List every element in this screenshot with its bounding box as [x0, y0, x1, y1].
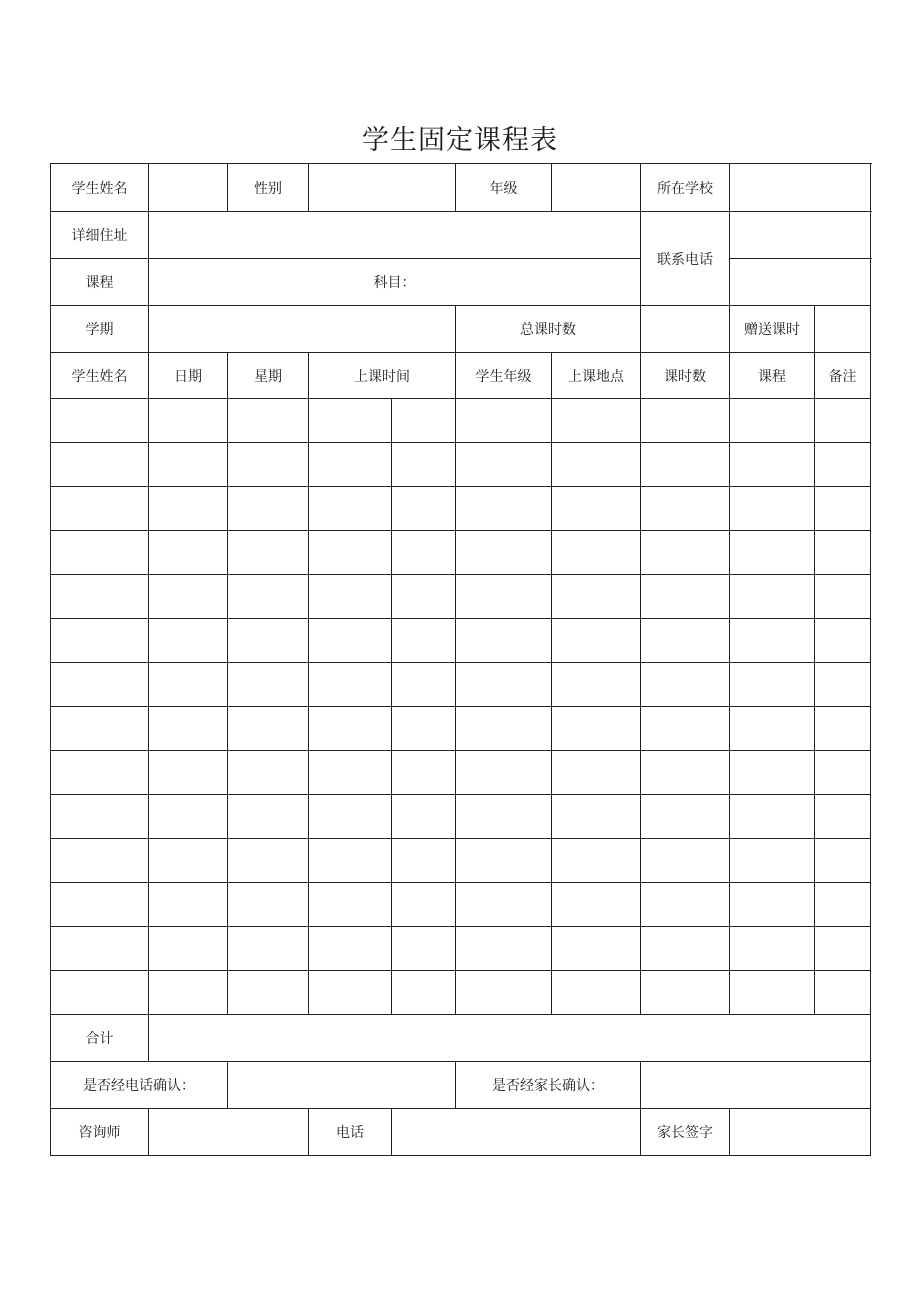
header-class-time: 上课时间 [309, 353, 456, 399]
phone-confirm-field[interactable] [228, 1062, 456, 1109]
schedule-cell[interactable] [51, 971, 149, 1015]
schedule-cell[interactable] [730, 751, 815, 795]
course-schedule-table [50, 163, 871, 1156]
schedule-cell[interactable] [815, 663, 871, 707]
header-hours: 课时数 [641, 353, 730, 399]
schedule-cell[interactable] [309, 663, 392, 707]
schedule-cell[interactable] [309, 795, 392, 839]
schedule-cell[interactable] [815, 399, 871, 443]
schedule-cell[interactable] [641, 751, 730, 795]
address-label: 详细住址 [51, 212, 149, 259]
schedule-cell[interactable] [149, 751, 228, 795]
schedule-cell[interactable] [51, 443, 149, 487]
schedule-cell[interactable] [309, 707, 392, 751]
schedule-cell[interactable] [552, 443, 641, 487]
schedule-row [51, 795, 871, 839]
schedule-cell[interactable] [552, 531, 641, 575]
schedule-header-row [51, 353, 871, 399]
schedule-row [51, 927, 871, 971]
schedule-cell[interactable] [149, 707, 228, 751]
subject-label: 科目： [373, 275, 416, 291]
schedule-cell[interactable] [392, 619, 456, 663]
schedule-cell[interactable] [309, 839, 392, 883]
schedule-row [51, 619, 871, 663]
student-name-label: 学生姓名 [51, 164, 149, 212]
consultant-row [51, 1109, 871, 1156]
schedule-cell[interactable] [730, 443, 815, 487]
schedule-cell[interactable] [149, 575, 228, 619]
schedule-cell[interactable] [149, 531, 228, 575]
schedule-cell[interactable] [228, 883, 309, 927]
schedule-cell[interactable] [456, 795, 552, 839]
schedule-cell[interactable] [456, 399, 552, 443]
schedule-cell[interactable] [641, 575, 730, 619]
schedule-cell[interactable] [641, 971, 730, 1015]
schedule-cell[interactable] [552, 795, 641, 839]
schedule-cell[interactable] [51, 839, 149, 883]
schedule-cell[interactable] [456, 443, 552, 487]
schedule-row [51, 443, 871, 487]
schedule-cell[interactable] [815, 751, 871, 795]
schedule-cell[interactable] [228, 575, 309, 619]
schedule-cell[interactable] [228, 531, 309, 575]
schedule-cell[interactable] [228, 839, 309, 883]
schedule-cell[interactable] [456, 971, 552, 1015]
schedule-cell[interactable] [456, 927, 552, 971]
schedule-cell[interactable] [456, 751, 552, 795]
grade-field[interactable] [552, 164, 641, 212]
schedule-cell[interactable] [51, 575, 149, 619]
consultant-field[interactable] [149, 1109, 309, 1156]
schedule-cell[interactable] [730, 399, 815, 443]
schedule-cell[interactable] [309, 751, 392, 795]
schedule-cell[interactable] [456, 707, 552, 751]
total-label: 合计 [51, 1015, 149, 1062]
parent-sign-label: 家长签字 [641, 1109, 730, 1156]
schedule-cell[interactable] [309, 531, 392, 575]
schedule-cell[interactable] [552, 399, 641, 443]
schedule-cell[interactable] [51, 795, 149, 839]
schedule-cell[interactable] [309, 927, 392, 971]
schedule-cell[interactable] [149, 927, 228, 971]
schedule-cell[interactable] [309, 443, 392, 487]
schedule-cell[interactable] [456, 619, 552, 663]
schedule-row [51, 751, 871, 795]
schedule-cell[interactable] [641, 487, 730, 531]
schedule-cell[interactable] [730, 707, 815, 751]
schedule-cell[interactable] [51, 531, 149, 575]
schedule-cell[interactable] [149, 883, 228, 927]
schedule-cell[interactable] [641, 927, 730, 971]
schedule-cell[interactable] [730, 531, 815, 575]
total-hours-field[interactable] [641, 306, 730, 353]
schedule-row [51, 399, 871, 443]
schedule-row [51, 531, 871, 575]
schedule-cell[interactable] [730, 663, 815, 707]
header-date: 日期 [149, 353, 228, 399]
schedule-cell[interactable] [552, 619, 641, 663]
schedule-cell[interactable] [309, 399, 392, 443]
schedule-cell[interactable] [730, 795, 815, 839]
student-name-field[interactable] [149, 164, 228, 212]
schedule-cell[interactable] [392, 487, 456, 531]
schedule-cell[interactable] [149, 487, 228, 531]
schedule-cell[interactable] [456, 531, 552, 575]
schedule-cell[interactable] [815, 883, 871, 927]
schedule-cell[interactable] [552, 707, 641, 751]
phone-confirm-label: 是否经电话确认： [51, 1062, 228, 1109]
schedule-cell[interactable] [552, 927, 641, 971]
schedule-row [51, 575, 871, 619]
schedule-cell[interactable] [815, 795, 871, 839]
schedule-cell[interactable] [228, 443, 309, 487]
course-row [51, 259, 871, 306]
schedule-cell[interactable] [51, 883, 149, 927]
schedule-cell[interactable] [228, 751, 309, 795]
subject-field[interactable] [149, 259, 641, 306]
course-label: 课程 [51, 259, 149, 306]
schedule-cell[interactable] [552, 751, 641, 795]
schedule-cell[interactable] [730, 839, 815, 883]
address-field[interactable] [149, 212, 641, 259]
schedule-cell[interactable] [456, 883, 552, 927]
schedule-cell[interactable] [641, 619, 730, 663]
schedule-cell[interactable] [228, 663, 309, 707]
schedule-cell[interactable] [641, 883, 730, 927]
schedule-cell[interactable] [815, 487, 871, 531]
school-field[interactable] [730, 164, 871, 212]
schedule-cell[interactable] [641, 707, 730, 751]
schedule-cell[interactable] [641, 399, 730, 443]
schedule-cell[interactable] [149, 399, 228, 443]
header-student-name: 学生姓名 [51, 353, 149, 399]
header-remarks: 备注 [815, 353, 871, 399]
contact-phone-field-2[interactable] [730, 259, 871, 306]
header-weekday: 星期 [228, 353, 309, 399]
bonus-hours-field[interactable] [815, 306, 871, 353]
schedule-cell[interactable] [228, 795, 309, 839]
header-location: 上课地点 [552, 353, 641, 399]
schedule-cell[interactable] [456, 575, 552, 619]
schedule-cell[interactable] [730, 927, 815, 971]
term-row [51, 306, 871, 353]
schedule-cell[interactable] [51, 751, 149, 795]
schedule-cell[interactable] [51, 619, 149, 663]
grade-label: 年级 [456, 164, 552, 212]
schedule-cell[interactable] [552, 663, 641, 707]
schedule-cell[interactable] [730, 487, 815, 531]
schedule-cell[interactable] [51, 663, 149, 707]
schedule-cell[interactable] [309, 575, 392, 619]
schedule-row [51, 663, 871, 707]
schedule-cell[interactable] [641, 663, 730, 707]
schedule-cell[interactable] [149, 663, 228, 707]
school-label: 所在学校 [641, 164, 730, 212]
address-row [51, 212, 871, 259]
parent-confirm-field[interactable] [641, 1062, 871, 1109]
schedule-cell[interactable] [641, 531, 730, 575]
schedule-cell[interactable] [392, 927, 456, 971]
schedule-cell[interactable] [309, 619, 392, 663]
schedule-row [51, 839, 871, 883]
header-student-grade: 学生年级 [456, 353, 552, 399]
schedule-cell[interactable] [552, 487, 641, 531]
schedule-cell[interactable] [149, 971, 228, 1015]
schedule-cell[interactable] [392, 971, 456, 1015]
schedule-cell[interactable] [392, 443, 456, 487]
schedule-cell[interactable] [815, 443, 871, 487]
schedule-cell[interactable] [228, 971, 309, 1015]
schedule-cell[interactable] [228, 487, 309, 531]
schedule-row [51, 487, 871, 531]
schedule-cell[interactable] [815, 927, 871, 971]
term-label: 学期 [51, 306, 149, 353]
schedule-cell[interactable] [228, 619, 309, 663]
gender-label: 性别 [228, 164, 309, 212]
total-hours-label: 总课时数 [456, 306, 641, 353]
schedule-cell[interactable] [392, 795, 456, 839]
confirmation-row [51, 1062, 871, 1109]
schedule-cell[interactable] [149, 795, 228, 839]
schedule-cell[interactable] [456, 487, 552, 531]
schedule-cell[interactable] [815, 839, 871, 883]
schedule-cell[interactable] [51, 927, 149, 971]
tel-field[interactable] [392, 1109, 641, 1156]
schedule-cell[interactable] [392, 839, 456, 883]
schedule-cell[interactable] [309, 971, 392, 1015]
tel-label: 电话 [309, 1109, 392, 1156]
schedule-cell[interactable] [552, 839, 641, 883]
schedule-row [51, 707, 871, 751]
schedule-cell[interactable] [815, 575, 871, 619]
schedule-cell[interactable] [552, 575, 641, 619]
header-course: 课程 [730, 353, 815, 399]
schedule-cell[interactable] [149, 839, 228, 883]
schedule-cell[interactable] [815, 971, 871, 1015]
consultant-label: 咨询师 [51, 1109, 149, 1156]
schedule-cell[interactable] [309, 487, 392, 531]
contact-phone-field-1[interactable] [730, 212, 871, 259]
schedule-cell[interactable] [730, 883, 815, 927]
schedule-cell[interactable] [641, 795, 730, 839]
term-field[interactable] [149, 306, 456, 353]
schedule-cell[interactable] [228, 707, 309, 751]
parent-sign-field[interactable] [730, 1109, 871, 1156]
schedule-cell[interactable] [456, 663, 552, 707]
parent-confirm-label: 是否经家长确认： [456, 1062, 641, 1109]
schedule-row [51, 971, 871, 1015]
schedule-cell[interactable] [149, 443, 228, 487]
schedule-cell[interactable] [149, 619, 228, 663]
schedule-cell[interactable] [228, 399, 309, 443]
page-title: 学生固定课程表 [362, 125, 558, 156]
schedule-cell[interactable] [815, 707, 871, 751]
schedule-cell[interactable] [51, 487, 149, 531]
schedule-cell[interactable] [392, 663, 456, 707]
schedule-cell[interactable] [730, 971, 815, 1015]
schedule-cell[interactable] [641, 839, 730, 883]
contact-phone-label: 联系电话 [641, 212, 730, 306]
bonus-hours-label: 赠送课时 [730, 306, 815, 353]
schedule-cell[interactable] [552, 971, 641, 1015]
schedule-cell[interactable] [309, 883, 392, 927]
schedule-rows [51, 399, 871, 1015]
schedule-cell[interactable] [392, 751, 456, 795]
schedule-cell[interactable] [641, 443, 730, 487]
schedule-cell[interactable] [552, 883, 641, 927]
schedule-cell[interactable] [815, 619, 871, 663]
total-row [51, 1015, 871, 1062]
schedule-cell[interactable] [392, 399, 456, 443]
schedule-cell[interactable] [392, 531, 456, 575]
schedule-cell[interactable] [456, 839, 552, 883]
schedule-cell[interactable] [730, 619, 815, 663]
gender-field[interactable] [309, 164, 456, 212]
schedule-row [51, 883, 871, 927]
schedule-cell[interactable] [392, 883, 456, 927]
schedule-cell[interactable] [51, 707, 149, 751]
schedule-cell[interactable] [730, 575, 815, 619]
schedule-cell[interactable] [51, 399, 149, 443]
total-field[interactable] [149, 1015, 871, 1062]
schedule-cell[interactable] [815, 531, 871, 575]
schedule-cell[interactable] [392, 707, 456, 751]
student-info-row [51, 164, 871, 212]
schedule-cell[interactable] [392, 575, 456, 619]
schedule-cell[interactable] [228, 927, 309, 971]
